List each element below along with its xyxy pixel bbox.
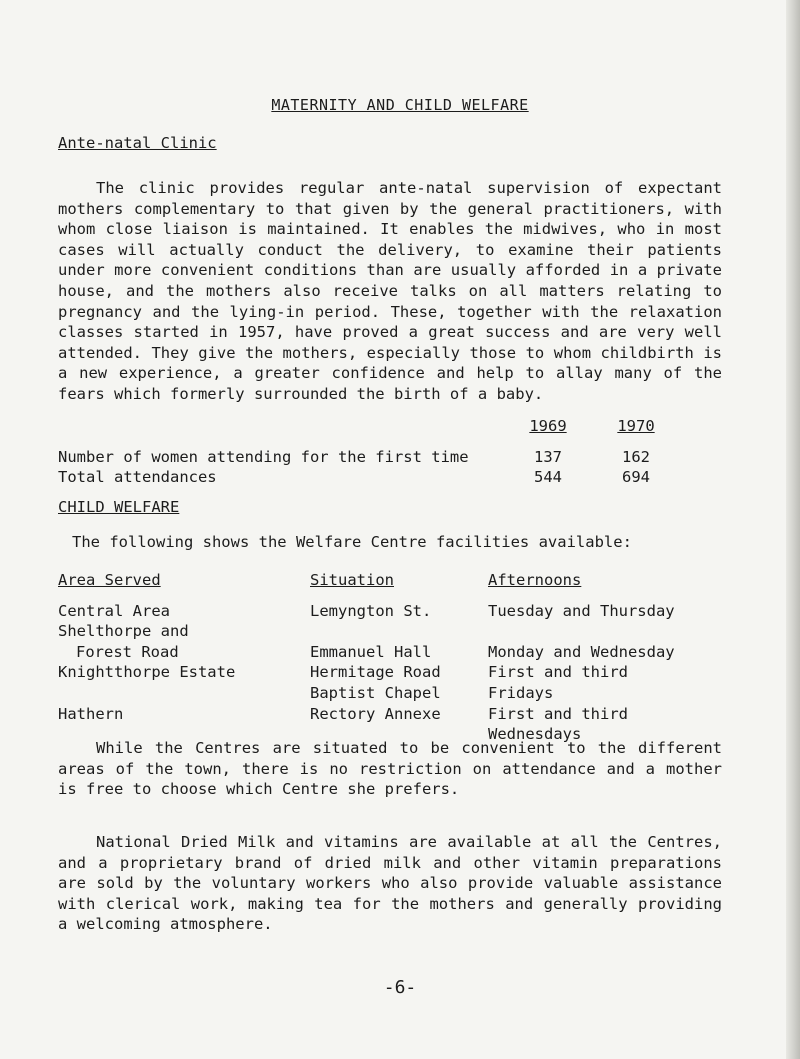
paragraph-dried-milk: National Dried Milk and vitamins are available at all the Centres, and a proprietary brand of dried milk and other vitamin preparations are sold by the voluntary workers who also provide valuable assistance with clerical work, making tea for the mothers and generally providing a welcoming atmosphere. <box>58 833 722 934</box>
section-heading-antenatal: Ante-natal Clinic <box>58 134 217 152</box>
page-number: -6- <box>383 977 417 998</box>
header-situation: Situation <box>310 571 394 589</box>
table-cell: Emmanuel Hall <box>310 642 432 661</box>
table-cell: Knightthorpe Estate <box>58 663 236 682</box>
stat-value-1970: 162 <box>622 448 650 466</box>
stat-label: Total attendances <box>58 468 217 486</box>
table-cell: Wednesdays <box>488 725 582 744</box>
paragraph-centres: While the Centres are situated to be convenient to the different areas of the town, there is no restriction on attendance and a mother is free to choose which Centre she prefers. <box>58 739 722 799</box>
stats-row-total <box>58 468 758 488</box>
table-cell: Lemyngton St. <box>310 601 432 620</box>
column-area-served <box>58 570 235 724</box>
table-cell: Baptist Chapel <box>310 683 441 702</box>
table-cell <box>488 621 675 642</box>
year-1969: 1969 <box>529 417 567 435</box>
table-cell: Tuesday and Thursday <box>488 601 675 620</box>
stats-year-header <box>58 417 758 437</box>
year-1970: 1970 <box>617 417 655 435</box>
table-cell <box>310 621 441 642</box>
stat-label: Number of women attending for the first time <box>58 448 469 466</box>
column-situation <box>310 570 441 724</box>
page-title: MATERNITY AND CHILD WELFARE <box>271 96 529 114</box>
table-cell: Shelthorpe and <box>58 622 189 641</box>
header-afternoons: Afternoons <box>488 571 582 589</box>
stats-row-first-time <box>58 448 758 468</box>
stat-value-1969: 137 <box>534 448 562 466</box>
stat-value-1970: 694 <box>622 468 650 486</box>
table-cell <box>58 683 235 704</box>
header-area-served: Area Served <box>58 571 161 589</box>
column-afternoons <box>488 570 675 745</box>
table-cell: Hermitage Road <box>310 663 441 682</box>
table-cell: Hathern <box>58 704 124 723</box>
paragraph-antenatal: The clinic provides regular ante-natal supervision of expectant mothers complementary to that given by the general practitioners, with whom close liaison is maintained. It enables the midwives, who in most cases will actually conduct the delivery, to examine their patients under more convenient conditions than are usually afforded in a private house, and the mothers also receive talks on all matters relating to pregnancy and the lying-in period. These, together with the relaxation classes started in 1957, have proved a great success and are very well attended. They give the mothers, especially those to whom childbirth is a new experience, a greater confidence and help to allay many of the fears which formerly surrounded the birth of a baby. <box>58 179 722 403</box>
table-cell: Forest Road <box>76 642 179 661</box>
paragraph-facilities-intro: The following shows the Welfare Centre facilities available: <box>72 533 632 551</box>
table-cell: Rectory Annexe <box>310 704 441 723</box>
table-cell: First and third <box>488 663 628 682</box>
section-heading-child-welfare: CHILD WELFARE <box>58 498 180 516</box>
table-cell: Central Area <box>58 601 170 620</box>
page-edge-shadow <box>786 0 800 1059</box>
table-cell: Monday and Wednesday <box>488 642 675 661</box>
stat-value-1969: 544 <box>534 468 562 486</box>
table-cell: Fridays <box>488 683 554 702</box>
table-cell: First and third <box>488 704 628 723</box>
